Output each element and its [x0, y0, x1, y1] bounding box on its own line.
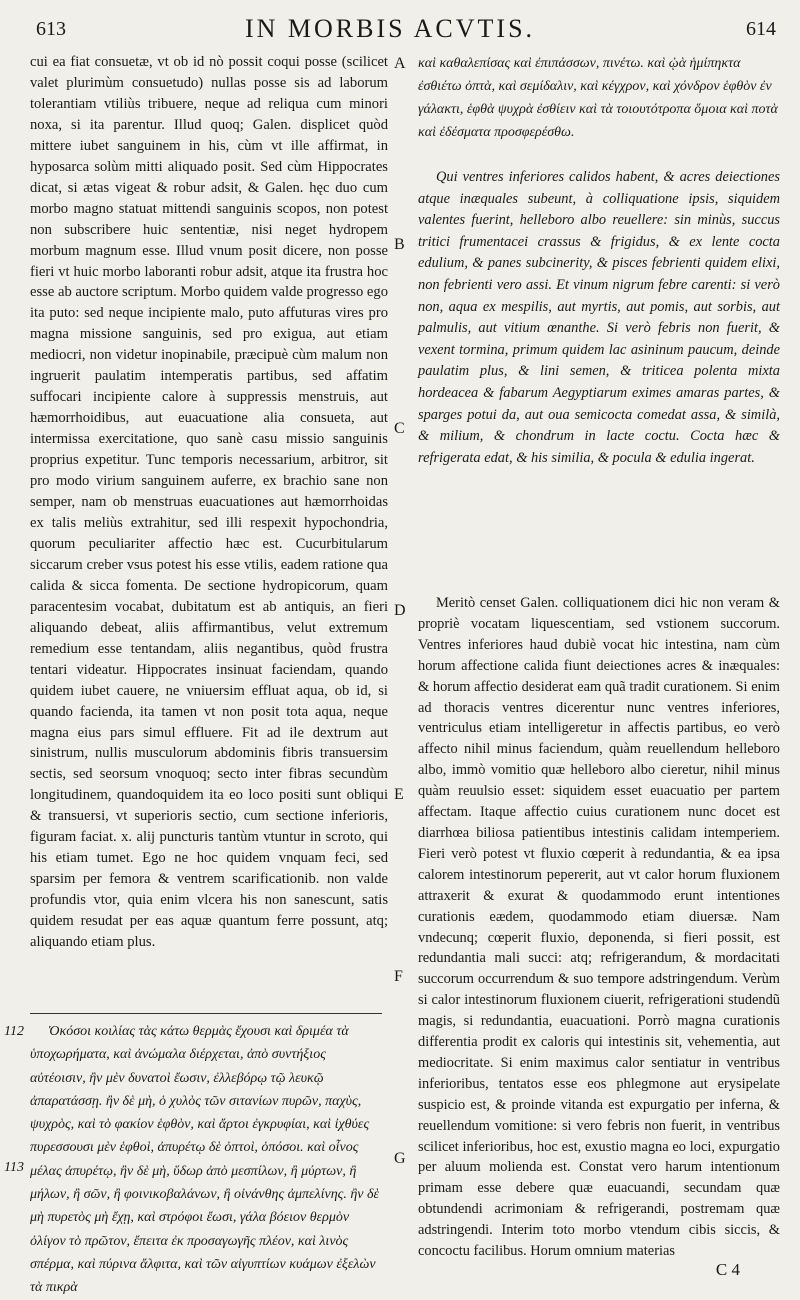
signature-mark: C 4 — [715, 1260, 740, 1279]
running-title: IN MORBIS ACVTIS. — [244, 14, 536, 43]
section-marker-b: B — [394, 236, 405, 253]
right-page-number: 614 — [746, 18, 776, 40]
latin-paragraph: cui ea fiat consuetæ, vt ob id nò possit coqui posse (scilicet valet plurimùm consuetudo) nullas posse sis ad laborum tolerantiam vtiliùs tribuere, neque ad reliqua cum minori noxa, si ita parentur. Illud quoq; Galen. displicet quòd mittere iubet sanguinem in his, cùm vt ille affirmat, in hyposarca solùm mitti aliquado posit. Sed cùm Hippocrates dicat, si ætas vigeat & robur adsit, & Galen. hęc duo cum morbo magno statuat mittendi sanguinis scopos, non potest non subscribere huic sententiæ, nisi neget hydropem morbum magnum esse. Illud vnum posit dicere, non posse fieri vt huic morbo laboranti robur adsit, atque ita frustra hoc esse ab auctore scriptum. Morbo quidem valde progresso ego ita puto: sed neque incipiente malo, puto affuturas vires pro magna missione sanguinis, sed pro exigua, aut etiam mediocri, non videtur inopinabile, præcipuè cùm malum non ingruerit paulatim intemperatis partibus, sed affatim suffocari incipiente calore à suppressis menstruis, aut hæmorrhoidibus, aut euacuatione alia consueta, aut intermissa exercitatione, quo sanè casu missio sanguinis proprius expetitur. Tunc temporis necessarium, arbitror, sit pro modo virium sanguinem auferre, ex brachio sane non semper, nam ob menstruas euacuationes aut hæmorrhoidas ex talis meliùs extrahitur, sed illi respexit hypochondria, quorum peculiariter affectio hæc est. Cucurbitularum siccarum creber vsus potest his esse vtilis, eadem ratione qua calida & sicca fomenta. De sectione hydropicorum, quam paracentesim vocabat, dubitatum est ab antiquis, an fieri aliquando debeat, aliis affirmantibus, velut extremum remedium esse tentandam, aliis negantibus, quòd frustra tentari videatur. Hippocrates insinuat faciendam, quando quidem iubet cauere, ne vniuersim effluat aqua, ob id, si quando facienda, ita tamen vt non posit tota aqua, neque magna eius pars simul effluere. Fit ad ile dextrum aut sinistrum, nullis musculorum abdominis fibris transuersim sectis, sed seorsum vnoquoq; secto inter fibras secundùm longitudinem, quandoquidem ita eo loco positi sunt obliqui & transuersi, vt superioris sectio, cum sectione inferioris, figuram faciat. x. alij puncturis tantùm vtuntur in scroto, qui his etiam tumet. Ego ne hoc quidem vnquam feci, sed sparsim per femora & ventrem scarificationib. non valde profundis vtor, quia enim vlcera his non sanescunt, satis quidem resudat per eas aquæ quantum ferre possunt, atq; aliquando etiam plus. — [30, 54, 388, 951]
right-italic-translation — [418, 167, 780, 469]
section-marker-c: C — [394, 420, 405, 437]
right-greek-continuation — [418, 52, 780, 144]
column-divider-rule — [30, 1013, 382, 1014]
margin-note-112: 112 — [4, 1024, 24, 1039]
left-greek-column — [30, 1020, 380, 1300]
left-page-number: 613 — [36, 18, 66, 40]
section-marker-d: D — [394, 602, 406, 619]
left-latin-column — [30, 52, 388, 953]
latin-italic-paragraph: Qui ventres inferiores calidos habent, & acres deiectiones atque inæquales subeunt, à colliquatione ipsis, siquidem valentes fuerint, helleboro albo reuellere: sin minùs, succus tritici frumentacei crassus & frigidus, & ex lente cocta edulium, & panes subcinerity, & pisces febrienti quidem elixi, non febrienti vero assi. Et vinum nigrum febre carenti: si verò non, aqua ex mespilis, aut myrtis, aut pomis, aut sorbis, aut palmulis, aut vitium œnanthe. Si verò febris non fuerit, & vexent tormina, primum quidem lac asininum paucum, deinde paulatim plus, & lini semen, & triticea polenta mixta hordeacea & fabarum Aegyptiarum eximes amaras partes, & sparges potui da, aut oua semicocta comedat assa, & similà, & milium, & chondrum in lacte coctu. Cocta hæc & refrigerata edat, & his similia, & pocula & edulia ingerat. — [418, 169, 780, 466]
margin-note-113: 113 — [4, 1160, 24, 1175]
greek-paragraph: Ὁκόσοι κοιλίας τὰς κάτω θερμὰς ἔχουσι καὶ δριμέα τὰ ὑποχωρήματα, καὶ ἀνώμαλα διέρχεται, ἀπὸ συντήξιος αὐτέοισιν, ἢν μὲν δυνατοὶ ἔωσιν, ἐλλεβόρῳ τῷ λευκῷ ἀπαρατάσσῃ. ἢν δὲ μὴ, ὁ χυλὸς τῶν σιτανίων πυρῶν, παχὺς, ψυχρὸς, καὶ τὸ φακίον ἑφθὸν, καὶ ἄρτοι ἐγκρυφίαι, καὶ ἰχθύες πυρεσσουσι μὲν ἑφθοὶ, ἀπυρέτῳ δὲ ὀπτοὶ, ὁπόσοι. καὶ οἶνος μέλας ἀπυρέτῳ, ἢν δὲ μὴ, ὕδωρ ἀπὸ μεσπίλων, ἢ μύρτων, ἢ μήλων, ἢ σῶν, ἢ φοινικοβαλάνων, ἢ οἰνάνθης ἀμπελίνης. ἢν δὲ μὴ πυρετὸς μὴ ἔχῃ, καὶ στρόφοι ἔωσι, γάλα βόειον θερμὸν ὀλίγον τὸ πρῶτον, ἔπειτα ἐκ προσαγωγῆς πλέον, καὶ λινὸς σπέρμα, καὶ πύρινα ἄλφιτα, καὶ τῶν αἰγυπτίων κυάμων ἐξελὼν τὰ πικρὰ — [30, 1024, 380, 1296]
section-marker-a: A — [394, 55, 406, 72]
right-commentary — [418, 593, 780, 1262]
section-marker-f: F — [394, 968, 403, 985]
section-marker-e: E — [394, 786, 404, 803]
greek-continuation: καὶ καθαλεπίσας καὶ ἐπιπάσσων, πινέτω. καὶ ᾠὰ ἡμίπηκτα ἐσθιέτω ὀπτὰ, καὶ σεμίδαλιν, καὶ κέγχρον, καὶ χόνδρον ἑφθὸν ἐν γάλακτι, ἑφθὰ ψυχρὰ ἐσθίειν καὶ τὰ τοιουτότροπα ὅμοια καὶ ποτὰ καὶ ἐδέσματα προσφερέσθω. — [418, 56, 778, 140]
section-marker-g: G — [394, 1150, 406, 1167]
latin-roman-paragraph: Meritò censet Galen. colliquationem dici hic non veram & propriè vocatam liquescentiam, sed vstionem succorum. Ventres inferiores haud dubiè vocat hic intestina, nam cùm horum affectione calida fiunt deiectiones acres & inæquales: & horum affectio desiderat eam quã tradit curationem. Si enim ad thoracis ventres dicerentur nunc ventres inferiores, ventriculus etiam intelligeretur in affectis partibus, eo verò affecto nihil minus faciendum, quàm reuellendum helleboro albo, immò vomitio quæ helleboro albo cieretur, nihil minus quàm reuulsio esset: siquidem esset euacuatio per partem affectam. Itaque affectio cuius curationem nunc docet est diarrhœa biliosa patientibus intestinis calidam intemperiem. Fieri verò potest vt fluxio cœperit à redundantia, & ea ipsa calorem intestinorum pepererit, aut vt calor horum fluxionem attraxerit & exurat & quodammodo erunt intentiones curationis eædem, quodammodo etiam diuersæ. Nam vndecunq; cœperit fluxio, deponenda, si fieri possit, est redundantia mali succi: atq; refrigerandum, & mordacitati succorum occurrendum & suo tempore adstringendum. Verùm si calor intestinorum fluxionem ciuerit, refrigerationi studendũ magis, si redundantia, euacuationi. Porrò magna curationis differentia prodit ex caloris qui intestinis sit, vehementia, aut mediocritate. Si enim maximus calor sentiatur in ventribus inferioribus, tentatos esse eos phlegmone aut erysipelate suspicio est, & proinde vitanda est expurgatio per inferna, & reuellendum vomitione: si vero febris non fuerit, in ventribus scilicet inferioribus, hoc est, exustio magna eo loci, expurgatio per aluum molienda est. Constat vero harum intentionum primam esse debere quæ euacuandi, secundam quæ obtundendi acrimoniam & refrigerandi, postremam quæ adstringendi. Interim toto morbo vtendum cibis siccis, & concoctu facilibus. Horum omnium materias — [418, 595, 780, 1260]
